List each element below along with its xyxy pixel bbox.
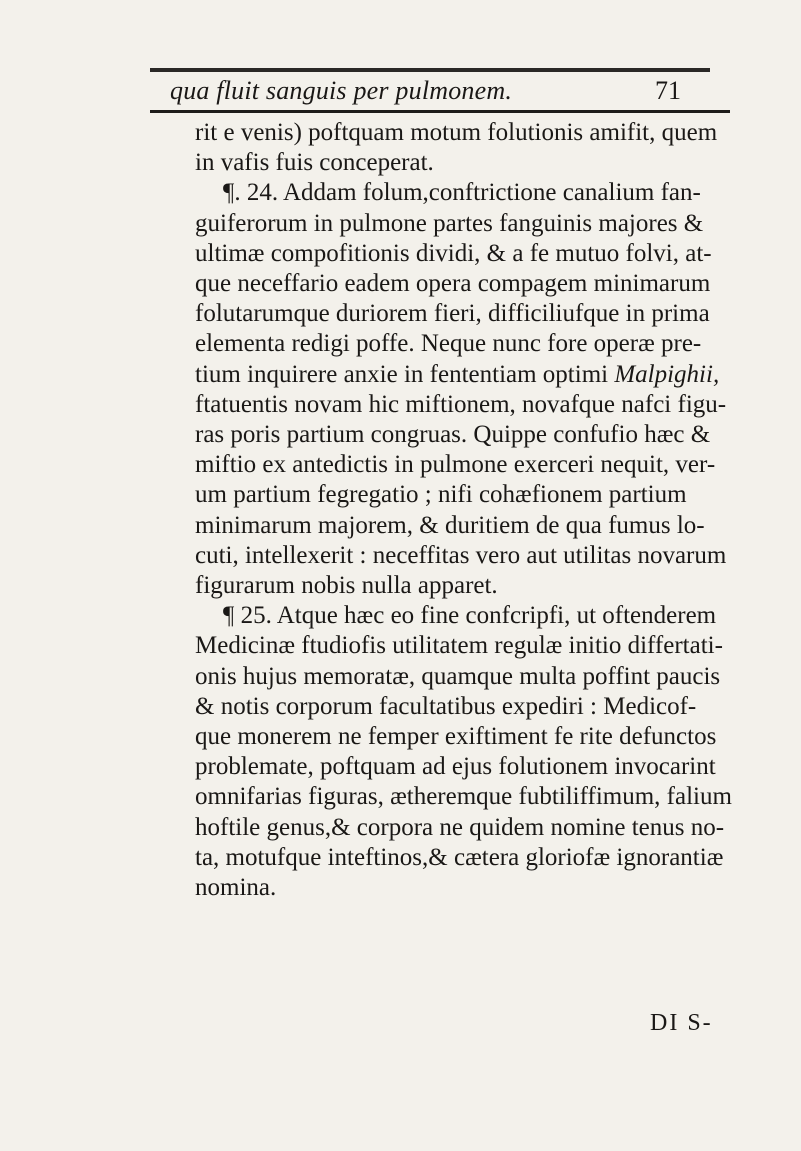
text-line: nomina. — [195, 874, 277, 902]
text-line: miftio ex antedictis in pulmone exerceri nequit, ver- — [195, 451, 716, 479]
header-top-rule — [150, 68, 710, 72]
catchword: DI S- — [650, 1010, 713, 1036]
text-line: ras poris partium congruas. Quippe confufio hæc & — [195, 421, 711, 449]
text-line: cuti, intellexerit : neceffitas vero aut utilitas novarum — [195, 541, 727, 569]
header-rule — [150, 110, 730, 113]
text-line: & notis corporum facultatibus expediri : Medicof- — [195, 692, 697, 720]
text-line: que neceffario eadem opera compagem minimarum — [195, 270, 711, 298]
text-line: problemate, poftquam ad ejus folutionem invocarint — [195, 753, 716, 781]
text-fragment: tium inquirere anxie in fententiam optimi — [195, 360, 615, 388]
text-line: ultimæ compofitionis dividi, & a fe mutuo folvi, at- — [195, 239, 712, 267]
running-head: qua fluit sanguis per pulmonem. — [170, 76, 513, 105]
text-line: que monerem ne femper exiftiment fe rite defunctos — [195, 723, 717, 751]
text-line: ¶ 25. Atque hæc eo fine confcripfi, ut oftenderem — [223, 602, 717, 630]
text-line: minimarum majorem, & duritiem de qua fumus lo- — [195, 511, 705, 539]
text-line: ftatuentis novam hic miftionem, novafque nafci figu- — [195, 390, 727, 418]
author-name: Malpighii, — [614, 360, 720, 388]
body-text — [195, 118, 755, 903]
text-line: guiferorum in pulmone partes fanguinis majores & — [195, 209, 704, 237]
text-line-with-name — [195, 360, 755, 390]
text-line: elementa redigi poffe. Neque nunc fore operæ pre- — [195, 330, 702, 358]
text-line: omnifarias figuras, ætheremque fubtiliffimum, falium — [195, 783, 732, 811]
text-line: in vafis fuis conceperat. — [195, 149, 434, 177]
page-number: 71 — [655, 76, 681, 105]
text-line: Medicinæ ftudiofis utilitatem regulæ initio differtati- — [195, 632, 723, 660]
text-line: folutarumque duriorem fieri, difficiliufque in prima — [195, 300, 710, 328]
text-line: um partium fegregatio ; nifi cohæfionem partium — [195, 481, 687, 509]
text-line: figurarum nobis nulla apparet. — [195, 572, 498, 600]
text-line: rit e venis) poftquam motum folutionis amifit, quem — [195, 119, 718, 146]
text-line: onis hujus memoratæ, quamque multa poffint paucis — [195, 662, 721, 690]
text-line: hoftile genus,& corpora ne quidem nomine tenus no- — [195, 813, 725, 841]
text-line: ¶. 24. Addam folum,conftrictione canalium fan- — [223, 179, 701, 207]
text-line: ta, motufque inteftinos,& cætera gloriofæ ignorantiæ — [195, 843, 724, 871]
